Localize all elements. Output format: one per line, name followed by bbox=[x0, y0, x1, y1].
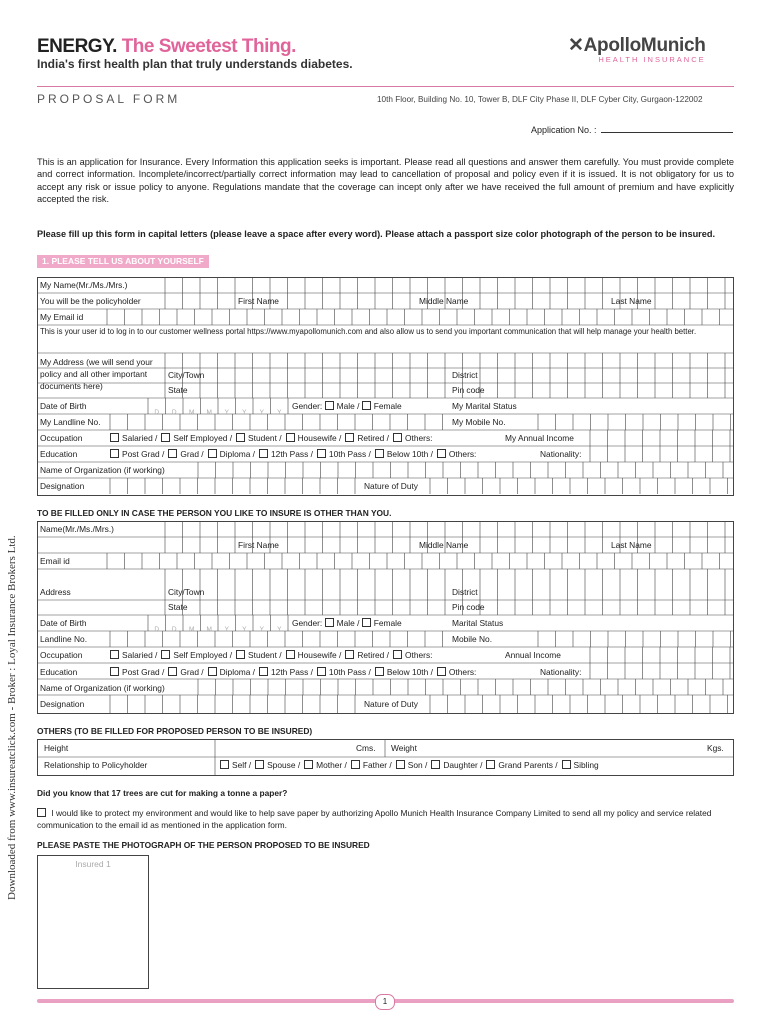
pincode-label: Pin code bbox=[452, 385, 485, 395]
checkbox-icon[interactable] bbox=[110, 667, 119, 676]
photo-heading: PLEASE PASTE THE PHOTOGRAPH OF THE PERSON PROPOSED TO BE INSURED bbox=[37, 840, 370, 850]
relationship-label: Relationship to Policyholder bbox=[44, 760, 148, 770]
weight-label: Weight bbox=[391, 743, 417, 753]
option-label: Sibling bbox=[573, 760, 599, 770]
checkbox-icon[interactable] bbox=[255, 760, 264, 769]
state2-label: State bbox=[168, 602, 188, 612]
option-label: Others: bbox=[448, 449, 477, 459]
option-label: Mother / bbox=[316, 760, 347, 770]
occ1-option-1[interactable] bbox=[161, 433, 232, 443]
rel-option-1[interactable] bbox=[255, 760, 300, 770]
relationship-options[interactable] bbox=[220, 760, 603, 771]
education2-options[interactable] bbox=[110, 667, 480, 678]
my-name-label: My Name(Mr./Ms./Mrs.) bbox=[40, 280, 128, 290]
rel-option-6[interactable] bbox=[486, 760, 557, 770]
checkbox-icon[interactable] bbox=[437, 667, 446, 676]
nature-of-duty2-label: Nature of Duty bbox=[364, 699, 418, 709]
tagline-energy: ENERGY. bbox=[37, 36, 117, 57]
checkbox-icon[interactable] bbox=[393, 433, 402, 442]
last-name-label: Last Name bbox=[611, 296, 652, 306]
trees-question: Did you know that 17 trees are cut for making a tonne a paper? bbox=[37, 788, 288, 798]
mobile-label: My Mobile No. bbox=[452, 417, 506, 427]
checkbox-icon[interactable] bbox=[110, 433, 119, 442]
dob-label: Date of Birth bbox=[40, 401, 87, 411]
date-digit-box[interactable]: D bbox=[171, 409, 177, 416]
checkbox-icon[interactable] bbox=[351, 760, 360, 769]
photo-box[interactable] bbox=[37, 855, 149, 989]
date-digit-box[interactable]: Y bbox=[277, 409, 282, 416]
option-label: Retired / bbox=[357, 433, 389, 443]
page-number: 1 bbox=[375, 994, 395, 1010]
edu2-option-2[interactable] bbox=[208, 667, 255, 677]
option-label: Post Grad / bbox=[122, 667, 165, 677]
rel-option-5[interactable] bbox=[431, 760, 482, 770]
occ1-option-5[interactable] bbox=[393, 433, 432, 443]
occupation2-label: Occupation bbox=[40, 650, 83, 660]
occ2-option-0[interactable] bbox=[110, 650, 157, 660]
tagline-sweetest: The Sweetest Thing. bbox=[121, 36, 296, 57]
option-label: Diploma / bbox=[219, 449, 256, 459]
date-digit-box[interactable]: Y bbox=[224, 409, 229, 416]
dob2-label: Date of Birth bbox=[40, 618, 87, 628]
option-label: Grad / bbox=[180, 667, 204, 677]
email2-label: Email id bbox=[40, 556, 70, 566]
occupation-label: Occupation bbox=[40, 433, 83, 443]
checkbox-icon[interactable] bbox=[208, 667, 217, 676]
checkbox-icon[interactable] bbox=[345, 433, 354, 442]
option-label: Post Grad / bbox=[122, 449, 165, 459]
paper-consent-text: I would like to protect my environment and would like to help save paper by authorizing Apollo Munich Health Insurance Company Limited to send all my policy and service related communication to the email id as mentioned in the application form. bbox=[37, 808, 712, 830]
date-digit-box[interactable]: M bbox=[206, 626, 212, 633]
date-digit-box[interactable]: Y bbox=[242, 409, 247, 416]
application-no-label: Application No. : bbox=[531, 125, 597, 135]
gender-label: Gender: bbox=[292, 401, 323, 411]
male2-checkbox[interactable] bbox=[325, 618, 334, 627]
edu2-option-6[interactable] bbox=[437, 667, 476, 677]
checkbox-icon[interactable] bbox=[375, 449, 384, 458]
checkbox-icon[interactable] bbox=[562, 760, 571, 769]
last-name2-label: Last Name bbox=[611, 540, 652, 550]
option-label: Grad / bbox=[180, 449, 204, 459]
pincode2-label: Pin code bbox=[452, 602, 485, 612]
option-label: Below 10th / bbox=[386, 449, 433, 459]
kgs-label: Kgs. bbox=[707, 743, 724, 753]
paper-consent bbox=[37, 807, 734, 831]
date-digit-box[interactable]: Y bbox=[242, 626, 247, 633]
checkbox-icon[interactable] bbox=[393, 650, 402, 659]
edu1-option-1[interactable] bbox=[168, 449, 203, 459]
organization-label: Name of Organization (if working) bbox=[40, 465, 165, 475]
checkbox-icon[interactable] bbox=[486, 760, 495, 769]
option-label: 12th Pass / bbox=[271, 667, 313, 677]
income-label: My Annual Income bbox=[505, 433, 574, 443]
marital2-label: Marital Status bbox=[452, 618, 504, 628]
organization2-label: Name of Organization (if working) bbox=[40, 683, 165, 693]
checkbox-icon[interactable] bbox=[259, 449, 268, 458]
option-label: Housewife / bbox=[297, 650, 342, 660]
checkbox-icon[interactable] bbox=[317, 667, 326, 676]
rel-option-4[interactable] bbox=[396, 760, 428, 770]
district2-label: District bbox=[452, 587, 478, 597]
option-label: Others: bbox=[405, 650, 433, 660]
date-digit-box[interactable]: Y bbox=[277, 626, 282, 633]
form-title: PROPOSAL FORM bbox=[37, 92, 181, 106]
height-label: Height bbox=[44, 743, 69, 753]
date-digit-box[interactable]: Y bbox=[259, 626, 264, 633]
section2-heading: TO BE FILLED ONLY IN CASE THE PERSON YOU LIKE TO INSURE IS OTHER THAN YOU. bbox=[37, 508, 392, 518]
option-label: Student / bbox=[248, 433, 282, 443]
option-label: Self Employed / bbox=[173, 650, 233, 660]
checkbox-icon[interactable] bbox=[236, 433, 245, 442]
checkbox-icon[interactable] bbox=[110, 449, 119, 458]
female-label: Female bbox=[373, 401, 402, 411]
checkbox-icon[interactable] bbox=[286, 650, 295, 659]
occ2-option-1[interactable] bbox=[161, 650, 232, 660]
checkbox-icon[interactable] bbox=[168, 667, 177, 676]
checkbox-icon[interactable] bbox=[396, 760, 405, 769]
checkbox-icon[interactable] bbox=[286, 433, 295, 442]
checkbox-icon[interactable] bbox=[304, 760, 313, 769]
option-label: Grand Parents / bbox=[498, 760, 558, 770]
landline-label: My Landline No. bbox=[40, 417, 101, 427]
mobile2-label: Mobile No. bbox=[452, 634, 493, 644]
name2-label: Name(Mr./Ms./Mrs.) bbox=[40, 524, 114, 534]
rel-option-3[interactable] bbox=[351, 760, 392, 770]
option-label: 10th Pass / bbox=[328, 449, 371, 459]
checkbox-icon[interactable] bbox=[220, 760, 229, 769]
checkbox-icon[interactable] bbox=[375, 667, 384, 676]
photo-label: Insured 1 bbox=[75, 859, 111, 869]
edu2-option-3[interactable] bbox=[259, 667, 313, 677]
occ1-option-4[interactable] bbox=[345, 433, 389, 443]
occ1-option-0[interactable] bbox=[110, 433, 157, 443]
designation2-label: Designation bbox=[40, 699, 85, 709]
intro-text: This is an application for Insurance. Every Information this application seeks is important. Please read all questions and answer them carefully. You must provide complete and correct information. Incomplete/incorrect/partially correct information may lead to cancellation of proposal and policy even if it is issued. It is not obligatory for us to accept any risk or issue policy to anyone. Regulations mandate that the coverage can incept only after we have received the full amount of premium and have explicitly accepted the risk. bbox=[37, 157, 734, 204]
checkbox-icon[interactable] bbox=[208, 449, 217, 458]
occupation-options[interactable] bbox=[110, 433, 436, 444]
date-digit-box[interactable]: M bbox=[189, 409, 195, 416]
edu1-option-4[interactable] bbox=[317, 449, 371, 459]
date-digit-box[interactable]: M bbox=[189, 626, 195, 633]
address-label: My Address (we will send your policy and all other important documents here) bbox=[40, 357, 153, 391]
email-label: My Email id bbox=[40, 312, 84, 322]
option-label: Daughter / bbox=[443, 760, 483, 770]
option-label: Salaried / bbox=[122, 433, 158, 443]
nature-of-duty-label: Nature of Duty bbox=[364, 481, 418, 491]
edu1-option-5[interactable] bbox=[375, 449, 433, 459]
section1-heading: 1. PLEASE TELL US ABOUT YOURSELF bbox=[37, 255, 209, 268]
state-label: State bbox=[168, 385, 188, 395]
option-label: Son / bbox=[407, 760, 428, 770]
option-label: Father / bbox=[362, 760, 392, 770]
date-digit-box[interactable]: M bbox=[206, 409, 212, 416]
occ2-option-4[interactable] bbox=[345, 650, 389, 660]
option-label: 12th Pass / bbox=[271, 449, 313, 459]
dob-boxes[interactable] bbox=[148, 401, 288, 419]
female-checkbox[interactable] bbox=[362, 401, 371, 410]
edu2-option-5[interactable] bbox=[375, 667, 433, 677]
district-label: District bbox=[452, 370, 478, 380]
date-digit-box[interactable]: D bbox=[171, 626, 177, 633]
education2-label: Education bbox=[40, 667, 78, 677]
paper-consent-checkbox[interactable] bbox=[37, 808, 46, 817]
edu1-option-3[interactable] bbox=[259, 449, 313, 459]
rel-option-0[interactable] bbox=[220, 760, 251, 770]
date-digit-box[interactable]: D bbox=[154, 626, 160, 633]
designation-label: Designation bbox=[40, 481, 85, 491]
gender-group bbox=[292, 401, 402, 412]
option-label: Self / bbox=[232, 760, 252, 770]
middle-name-label: Middle Name bbox=[419, 296, 469, 306]
email-note: This is your user id to log in to our customer wellness portal https://www.myapollomunich.com and also allow us to send you important communication that will help manage your health better. bbox=[40, 327, 697, 336]
occ2-option-2[interactable] bbox=[236, 650, 282, 660]
edu1-option-2[interactable] bbox=[208, 449, 255, 459]
occ2-option-3[interactable] bbox=[286, 650, 342, 660]
income2-label: Annual Income bbox=[505, 650, 561, 660]
option-label: Spouse / bbox=[267, 760, 301, 770]
rel-option-2[interactable] bbox=[304, 760, 347, 770]
logo-text: ApolloMunich bbox=[583, 35, 706, 56]
female2-checkbox[interactable] bbox=[362, 618, 371, 627]
tagline-sub: India's first health plan that truly understands diabetes. bbox=[37, 57, 353, 71]
rel-option-7[interactable] bbox=[562, 760, 599, 770]
dob2-boxes[interactable] bbox=[148, 618, 288, 636]
occupation2-options[interactable] bbox=[110, 650, 436, 661]
first-name2-label: First Name bbox=[238, 540, 279, 550]
first-name-label: First Name bbox=[238, 296, 279, 306]
option-label: Others: bbox=[448, 667, 477, 677]
nationality-label: Nationality: bbox=[540, 449, 582, 459]
nationality2-label: Nationality: bbox=[540, 667, 582, 677]
date-digit-box[interactable]: Y bbox=[259, 409, 264, 416]
logo-subtext: HEALTH INSURANCE bbox=[598, 55, 706, 64]
male-label: Male / bbox=[336, 401, 360, 411]
checkbox-icon[interactable] bbox=[161, 650, 170, 659]
city-label: City/Town bbox=[168, 370, 205, 380]
occ2-option-5[interactable] bbox=[393, 650, 432, 660]
female2-label: Female bbox=[373, 618, 402, 628]
option-label: Student / bbox=[248, 650, 282, 660]
option-label: Salaried / bbox=[122, 650, 158, 660]
gender2-group bbox=[292, 618, 402, 629]
landline2-label: Landline No. bbox=[40, 634, 88, 644]
edu2-option-0[interactable] bbox=[110, 667, 164, 677]
logo-star-icon: ✕ bbox=[568, 35, 584, 56]
occ1-option-2[interactable] bbox=[236, 433, 282, 443]
checkbox-icon[interactable] bbox=[236, 650, 245, 659]
address2-label: Address bbox=[40, 587, 71, 597]
option-label: Others: bbox=[405, 433, 433, 443]
checkbox-icon[interactable] bbox=[168, 449, 177, 458]
marital-status-label: My Marital Status bbox=[452, 401, 517, 411]
policyholder-label: You will be the policyholder bbox=[40, 296, 141, 306]
education-label: Education bbox=[40, 449, 78, 459]
middle-name2-label: Middle Name bbox=[419, 540, 469, 550]
checkbox-icon[interactable] bbox=[431, 760, 440, 769]
option-label: Diploma / bbox=[219, 667, 256, 677]
checkbox-icon[interactable] bbox=[110, 650, 119, 659]
office-address: 10th Floor, Building No. 10, Tower B, DLF City Phase II, DLF Cyber City, Gurgaon-122002 bbox=[377, 95, 703, 104]
checkbox-icon[interactable] bbox=[161, 433, 170, 442]
option-label: Below 10th / bbox=[386, 667, 433, 677]
option-label: Housewife / bbox=[297, 433, 342, 443]
edu2-option-1[interactable] bbox=[168, 667, 203, 677]
date-digit-box[interactable]: D bbox=[154, 409, 160, 416]
option-label: 10th Pass / bbox=[328, 667, 371, 677]
edu1-option-6[interactable] bbox=[437, 449, 476, 459]
male2-label: Male / bbox=[336, 618, 360, 628]
edu2-option-4[interactable] bbox=[317, 667, 371, 677]
checkbox-icon[interactable] bbox=[345, 650, 354, 659]
city2-label: City/Town bbox=[168, 587, 205, 597]
option-label: Retired / bbox=[357, 650, 389, 660]
checkbox-icon[interactable] bbox=[437, 449, 446, 458]
male-checkbox[interactable] bbox=[325, 401, 334, 410]
fill-instruction: Please fill up this form in capital letters (please leave a space after every word). Please attach a passport size color photograph of the person to be insured. bbox=[37, 229, 716, 239]
sidebar-source-text: Downloaded from www.insureatclick.com - Broker : Loyal Insurance Brokers Ltd. bbox=[6, 535, 18, 900]
occ1-option-3[interactable] bbox=[286, 433, 342, 443]
others-heading: OTHERS (TO BE FILLED FOR PROPOSED PERSON TO BE INSURED) bbox=[37, 726, 313, 736]
date-digit-box[interactable]: Y bbox=[224, 626, 229, 633]
cms-label: Cms. bbox=[356, 743, 376, 753]
gender2-label: Gender: bbox=[292, 618, 323, 628]
checkbox-icon[interactable] bbox=[317, 449, 326, 458]
education-options[interactable] bbox=[110, 449, 480, 460]
edu1-option-0[interactable] bbox=[110, 449, 164, 459]
option-label: Self Employed / bbox=[173, 433, 233, 443]
checkbox-icon[interactable] bbox=[259, 667, 268, 676]
